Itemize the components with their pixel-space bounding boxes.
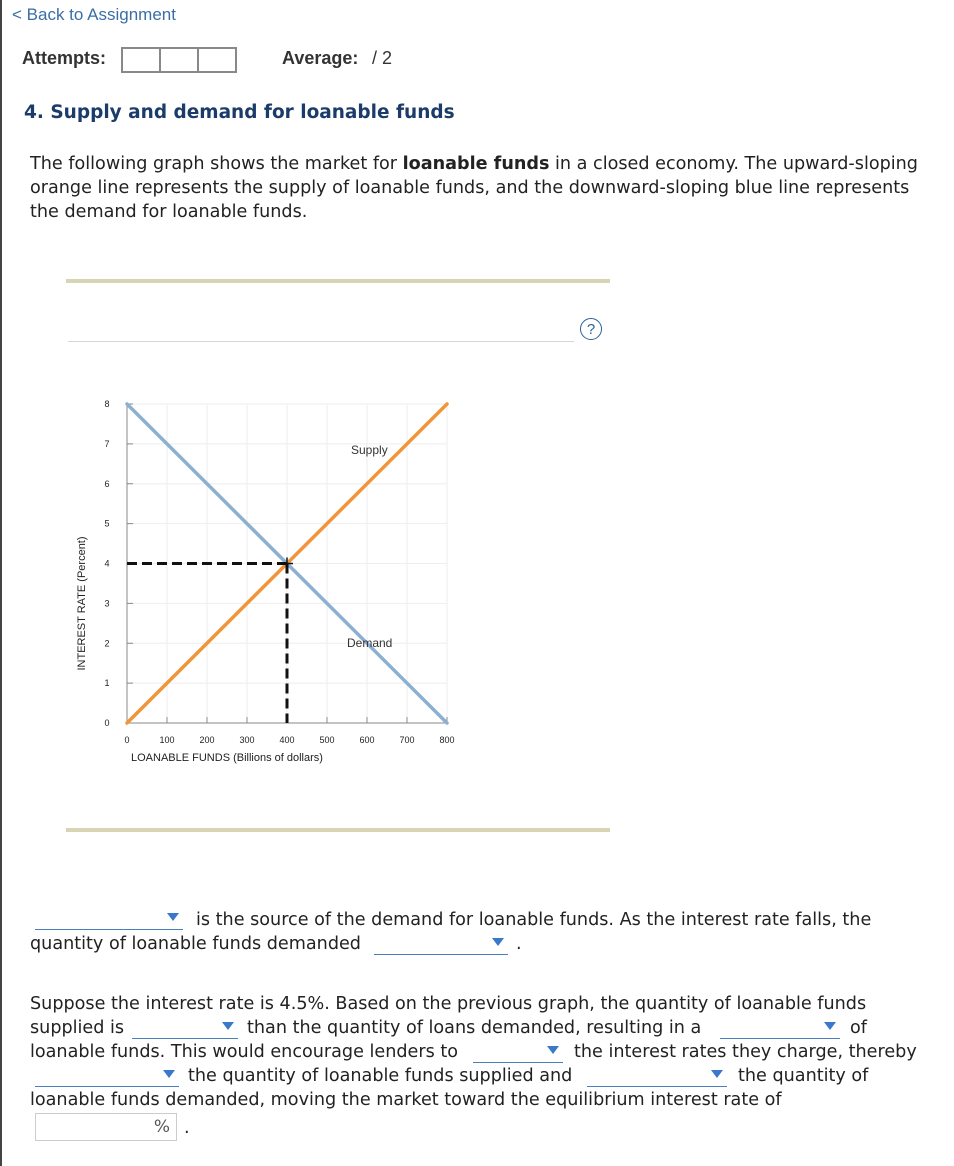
supply-label: Supply bbox=[351, 442, 388, 457]
help-icon[interactable]: ? bbox=[580, 318, 602, 340]
attempts-label: Attempts: bbox=[22, 48, 106, 68]
attempt-box bbox=[121, 47, 161, 73]
q2-text: the quantity of loanable funds supplied and bbox=[188, 1066, 573, 1086]
question-intro bbox=[30, 152, 920, 224]
demand-label: Demand bbox=[347, 636, 393, 651]
demanded-change-dropdown[interactable] bbox=[587, 1064, 727, 1087]
x-tick-label: 300 bbox=[239, 735, 255, 745]
chevron-down-icon bbox=[163, 1070, 175, 1078]
q2-text: of bbox=[850, 1018, 867, 1038]
x-tick-label: 600 bbox=[359, 735, 375, 745]
q2-period: . bbox=[184, 1118, 190, 1138]
equilibrium-rate-field[interactable] bbox=[35, 1113, 177, 1141]
y-axis-label: INTEREST RATE (Percent) bbox=[76, 536, 88, 671]
intro-text: in a closed economy. The upward-sloping orange line represents the supply of loanable funds, and the downward-sloping blue line represents the demand for loanable funds. bbox=[30, 154, 918, 222]
chevron-down-icon bbox=[492, 938, 504, 946]
attempt-indicator bbox=[121, 47, 235, 73]
y-tick-label: 7 bbox=[104, 438, 110, 449]
chevron-down-icon bbox=[222, 1022, 234, 1030]
question-title: 4. Supply and demand for loanable funds bbox=[24, 102, 455, 123]
graph-frame-bottom bbox=[66, 828, 610, 832]
quantity-demanded-dropdown[interactable] bbox=[374, 932, 508, 955]
y-tick-label: 5 bbox=[104, 518, 110, 529]
x-tick-label: 500 bbox=[319, 735, 335, 745]
percent-sign: % bbox=[153, 1117, 170, 1137]
q1-text: quantity of loanable funds demanded bbox=[30, 934, 361, 954]
intro-text: The following graph shows the market for bbox=[30, 154, 403, 174]
q2-text: the interest rates they charge, thereby bbox=[574, 1042, 917, 1062]
y-tick-label: 0 bbox=[104, 718, 110, 728]
chevron-down-icon bbox=[711, 1070, 723, 1078]
x-tick-label: 0 bbox=[124, 735, 130, 745]
attempt-box bbox=[197, 47, 237, 73]
lender-action-dropdown[interactable] bbox=[473, 1040, 563, 1063]
x-tick-label: 200 bbox=[199, 735, 215, 745]
back-to-assignment-link[interactable]: < Back to Assignment bbox=[12, 5, 176, 24]
q1-period: . bbox=[516, 934, 522, 954]
chevron-down-icon bbox=[167, 913, 179, 921]
loanable-funds-chart bbox=[60, 380, 480, 780]
chevron-down-icon bbox=[824, 1022, 836, 1030]
average-label: Average: bbox=[282, 48, 359, 68]
intro-bold: loanable funds bbox=[402, 154, 550, 174]
left-border bbox=[0, 0, 2, 1166]
graph-frame-top bbox=[66, 279, 610, 283]
x-tick-label: 800 bbox=[439, 735, 455, 745]
x-axis-label: LOANABLE FUNDS (Billions of dollars) bbox=[131, 752, 323, 764]
y-tick-label: 6 bbox=[104, 478, 110, 489]
demand-source-dropdown[interactable] bbox=[35, 907, 183, 930]
equilibrium-rate-input[interactable] bbox=[38, 1116, 152, 1140]
y-tick-label: 3 bbox=[104, 598, 110, 609]
x-tick-label: 400 bbox=[279, 735, 295, 745]
q2-text: supplied is bbox=[30, 1018, 125, 1038]
graph-separator bbox=[68, 341, 574, 342]
q2-text: Suppose the interest rate is 4.5%. Based on the previous graph, the quantity of loanable funds bbox=[30, 994, 867, 1014]
surplus-shortage-dropdown[interactable] bbox=[720, 1016, 840, 1039]
q2-text: loanable funds. This would encourage lenders to bbox=[30, 1042, 459, 1062]
q2-text: loanable funds demanded, moving the market toward the equilibrium interest rate of bbox=[30, 1090, 782, 1110]
y-tick-label: 4 bbox=[104, 558, 110, 569]
attempt-box bbox=[159, 47, 199, 73]
y-tick-label: 1 bbox=[104, 678, 110, 689]
average-value: / 2 bbox=[372, 48, 393, 68]
x-tick-label: 100 bbox=[159, 735, 175, 745]
chevron-down-icon bbox=[547, 1046, 559, 1054]
q2-text: than the quantity of loans demanded, resulting in a bbox=[247, 1018, 702, 1038]
q1-text: is the source of the demand for loanable funds. As the interest rate falls, the bbox=[196, 910, 872, 930]
supplied-change-dropdown[interactable] bbox=[35, 1064, 179, 1087]
x-tick-label: 700 bbox=[399, 735, 415, 745]
q2-text: the quantity of bbox=[738, 1066, 869, 1086]
y-tick-label: 2 bbox=[104, 638, 110, 649]
supplied-comparison-dropdown[interactable] bbox=[132, 1016, 238, 1039]
y-tick-label: 8 bbox=[104, 399, 110, 409]
